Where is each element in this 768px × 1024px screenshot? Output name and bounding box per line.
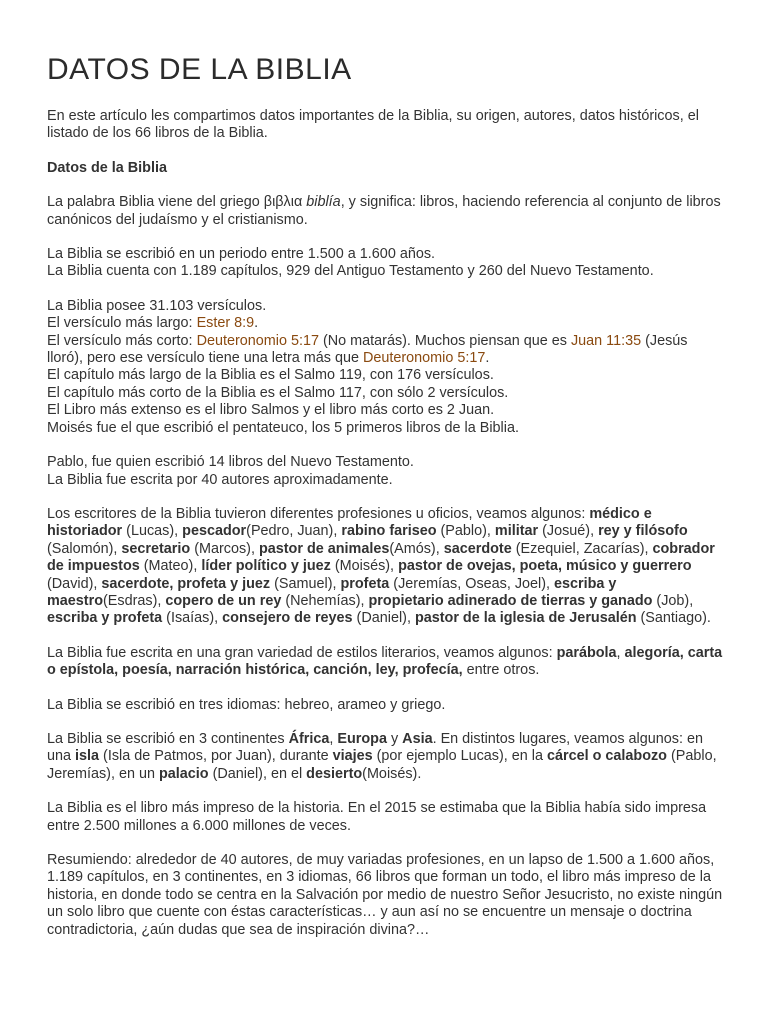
- bold-term: secretario: [121, 540, 191, 557]
- bold-term: líder político y juez: [201, 558, 331, 575]
- text-segment: (Moisés),: [330, 558, 399, 575]
- longest-verse-prefix: El versículo más largo:: [47, 315, 197, 332]
- bold-term: copero de un rey: [165, 592, 282, 609]
- bold-term: viajes: [332, 748, 373, 765]
- bold-term: escriba y profeta: [47, 610, 163, 627]
- text-segment: (Jeremías, Oseas, Joel),: [389, 575, 555, 592]
- period-line-2: La Biblia cuenta con 1.189 capítulos, 929 del Antiguo Testamento y 260 del Nuevo Testamento.: [47, 263, 654, 280]
- text-segment: entre otros.: [462, 662, 540, 679]
- text-segment: (por ejemplo Lucas), en la: [372, 748, 547, 765]
- text-segment: (Ezequiel, Zacarías),: [511, 540, 653, 557]
- link-deuteronomio-5-17-second[interactable]: Deuteronomio 5:17: [362, 350, 486, 367]
- text-segment: (Nehemías),: [281, 592, 369, 609]
- bold-term: pastor de ovejas, poeta, músico y guerrero: [398, 558, 692, 575]
- languages-paragraph: La Biblia se escribió en tres idiomas: hebreo, arameo y griego.: [47, 696, 446, 713]
- link-juan-11-35[interactable]: Juan 11:35: [570, 332, 642, 349]
- bold-term: Asia: [402, 730, 433, 747]
- styles-paragraph: [47, 645, 723, 680]
- text-segment: (Daniel), en el: [208, 765, 307, 782]
- text-segment: (Marcos),: [190, 540, 259, 557]
- text-segment: (Lucas),: [122, 523, 183, 540]
- books-extent-line: El Libro más extenso es el libro Salmos y el libro más corto es 2 Juan.: [47, 402, 495, 419]
- paul-line-2: La Biblia fue escrita por 40 autores aproximadamente.: [47, 471, 393, 488]
- text-segment: (Salomón),: [47, 540, 122, 557]
- shortest-chapter-line: El capítulo más corto de la Biblia es el Salmo 117, con sólo 2 versículos.: [47, 384, 509, 401]
- text-segment: (Isaías),: [162, 610, 223, 627]
- bold-term: consejero de reyes: [222, 610, 353, 627]
- bold-term: parábola: [556, 644, 617, 661]
- longest-chapter-line: El capítulo más largo de la Biblia es el Salmo 119, con 176 versículos.: [47, 367, 494, 384]
- bold-term: rey y filósofo: [598, 523, 688, 540]
- bold-term: cárcel o calabozo: [547, 748, 667, 765]
- shortest-verse-end: .: [485, 350, 490, 367]
- text-segment: ,: [329, 730, 338, 747]
- text-segment: (Josué),: [538, 523, 599, 540]
- text-segment: La Biblia se escribió en 3 continentes: [47, 730, 289, 747]
- shortest-verse-mid: (No matarás). Muchos piensan que es: [318, 332, 571, 349]
- bold-term: cobrador de impuestos: [47, 540, 715, 575]
- intro-paragraph: En este artículo les compartimos datos importantes de la Biblia, su origen, autores, datos históricos, el listado de los 66 libros de la Biblia.: [47, 108, 699, 142]
- text-segment: y: [386, 730, 403, 747]
- bold-term: Europa: [337, 730, 387, 747]
- etymology-paragraph: [47, 194, 723, 229]
- continents-paragraph: [47, 731, 723, 783]
- summary-paragraph: Resumiendo: alrededor de 40 autores, de muy variadas profesiones, en un lapso de 1.500 a 1.600 años, 1.189 capítulos, en 3 continentes, en 3 idiomas, 66 libros que forman un todo, el libro más impreso de la historia, en donde todo se centra en la Salvación por medio de nuestro Señor Jesucristo, no existe ningún un solo libro que cuente con éstas características… y aun así no se encuentre un mensaje o doctrina contradictoria, ¿aún dudas que sea de inspiración divina?…: [47, 852, 723, 938]
- bold-term: desierto: [306, 765, 363, 782]
- bold-term: pastor de la iglesia de Jerusalén: [414, 610, 637, 627]
- text-segment: (Moisés).: [362, 765, 422, 782]
- text-segment: (Samuel),: [270, 575, 341, 592]
- period-paragraph: [47, 246, 723, 281]
- etymology-italic-word: biblía: [306, 194, 341, 211]
- etymology-text-1: La palabra Biblia viene del griego βιβλια: [47, 194, 307, 211]
- bold-term: isla: [75, 748, 100, 765]
- bold-term: sacerdote: [443, 540, 512, 557]
- bold-term: palacio: [158, 765, 209, 782]
- verses-paragraph: [47, 298, 723, 437]
- text-segment: (Santiago).: [636, 610, 711, 627]
- bold-term: rabino fariseo: [341, 523, 437, 540]
- bold-term: médico e historiador: [47, 505, 652, 540]
- text-segment: La Biblia fue escrita en una gran variedad de estilos literarios, veamos algunos:: [47, 644, 557, 661]
- link-ester-8-9[interactable]: Ester 8:9: [196, 315, 255, 332]
- longest-verse-suffix: .: [254, 315, 259, 332]
- text-segment: (Daniel),: [352, 610, 415, 627]
- shortest-verse-mid-2: (Jesús lloró), pero ese versículo tiene una letra más que: [47, 332, 688, 367]
- article: [47, 50, 723, 956]
- text-segment: (Pablo),: [436, 523, 495, 540]
- page-title: DATOS DE LA BIBLIA: [47, 53, 352, 86]
- text-segment: ,: [616, 644, 625, 661]
- text-segment: . En distintos lugares, veamos algunos: en una: [47, 730, 703, 765]
- link-deuteronomio-5-17[interactable]: Deuteronomio 5:17: [196, 332, 319, 349]
- bold-term: profeta: [340, 575, 390, 592]
- period-line-1: La Biblia se escribió en un periodo entre 1.500 a 1.600 años.: [47, 246, 436, 263]
- professions-paragraph: [47, 506, 723, 628]
- text-segment: (David),: [47, 575, 102, 592]
- shortest-verse-prefix: El versículo más corto:: [47, 332, 197, 349]
- bold-term: alegoría, carta o epístola, poesía, narración histórica, canción, ley, profecía,: [47, 644, 723, 679]
- paul-paragraph: [47, 454, 723, 489]
- printed-paragraph: La Biblia es el libro más impreso de la historia. En el 2015 se estimaba que la Biblia había sido impresa entre 2.500 millones a 6.000 millones de veces.: [47, 800, 707, 834]
- text-segment: (Pedro, Juan),: [246, 523, 342, 540]
- text-segment: (Mateo),: [139, 558, 202, 575]
- bold-term: propietario adinerado de tierras y ganado: [368, 592, 653, 609]
- text-segment: (Esdras),: [103, 592, 166, 609]
- bold-term: pastor de animales: [258, 540, 390, 557]
- section-title: Datos de la Biblia: [47, 159, 167, 176]
- verses-count-line: La Biblia posee 31.103 versículos.: [47, 297, 267, 314]
- bold-term: sacerdote, profeta y juez: [101, 575, 271, 592]
- paul-line-1: Pablo, fue quien escribió 14 libros del Nuevo Testamento.: [47, 454, 414, 471]
- bold-term: África: [288, 730, 330, 747]
- bold-term: escriba y maestro: [47, 575, 617, 609]
- text-segment: (Isla de Patmos, por Juan), durante: [99, 748, 333, 765]
- text-segment: (Job),: [652, 592, 694, 609]
- bold-term: militar: [494, 523, 539, 540]
- text-segment: (Pablo, Jeremías), en un: [47, 748, 717, 782]
- text-segment: (Amós),: [389, 540, 444, 557]
- moses-line: Moisés fue el que escribió el pentateuco, los 5 primeros libros de la Biblia.: [47, 419, 519, 436]
- text-segment: Los escritores de la Biblia tuvieron diferentes profesiones u oficios, veamos algunos:: [47, 505, 590, 522]
- bold-term: pescador: [182, 523, 247, 540]
- etymology-text-2: , y significa: libros, haciendo referencia al conjunto de libros canónicos del judaísmo y el cristianismo.: [47, 194, 721, 228]
